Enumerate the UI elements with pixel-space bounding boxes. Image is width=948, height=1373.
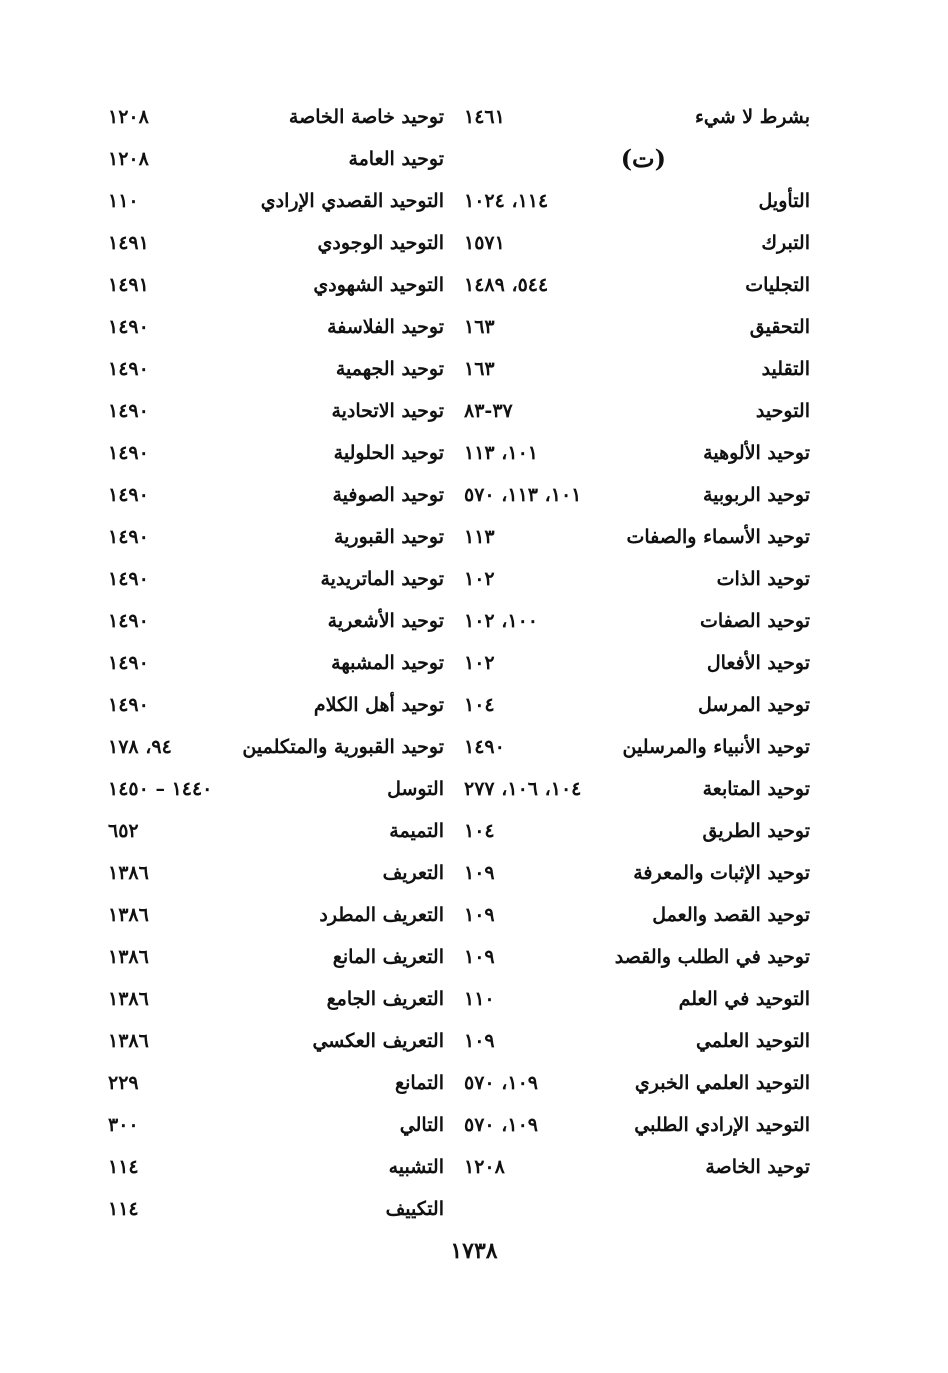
index-page-refs: ١٤٩٠	[108, 610, 149, 632]
index-term: توحيد القبورية	[333, 526, 444, 548]
index-page-refs: ١٣٨٦	[108, 1030, 149, 1052]
index-page-refs: ١٠١، ١١٣	[464, 442, 538, 464]
index-entry	[100, 772, 450, 814]
index-term: توحيد الذات	[716, 568, 810, 590]
index-term: التقليد	[761, 358, 810, 380]
index-term: التحقيق	[749, 316, 810, 338]
index-page-refs: ١٠٩	[464, 904, 495, 926]
index-term: التعريف العكسي	[312, 1030, 444, 1052]
index-entry	[100, 1192, 450, 1234]
index-entry	[100, 478, 450, 520]
index-page-refs: ١٣٨٦	[108, 862, 149, 884]
index-page-refs: ١٦٣	[464, 358, 495, 380]
index-entry	[460, 1066, 816, 1108]
index-page-refs: ٩٤، ١٧٨	[108, 736, 172, 758]
index-page-refs: ١٤٩٠	[108, 484, 149, 506]
index-page-refs: ٢٢٩	[108, 1072, 139, 1094]
index-entry	[460, 184, 816, 226]
index-entry	[460, 1150, 816, 1192]
index-term: التجليات	[745, 274, 810, 296]
index-page-refs: ١٢٠٨	[108, 148, 149, 170]
index-term: التوحيد الوجودي	[317, 232, 444, 254]
index-entry	[100, 268, 450, 310]
index-entry	[100, 562, 450, 604]
index-entry	[460, 310, 816, 352]
index-page-refs: ١١٤	[108, 1156, 139, 1178]
index-page-refs: ١٥٧١	[464, 232, 505, 254]
index-page-refs: ١٤٩١	[108, 274, 149, 296]
index-entry	[460, 478, 816, 520]
index-term: التالي	[399, 1114, 444, 1136]
index-term: التوحيد الشهودي	[313, 274, 444, 296]
index-term: توحيد المتابعة	[702, 778, 810, 800]
right-index-column	[460, 100, 816, 1192]
index-page-refs: ١٠٠، ١٠٢	[464, 610, 538, 632]
index-page-refs: ١٠٩	[464, 946, 495, 968]
index-entry	[460, 226, 816, 268]
index-page-refs: ١٤٩٠	[108, 316, 149, 338]
index-entry	[460, 730, 816, 772]
index-page-refs: ١٠٩	[464, 862, 495, 884]
index-entry	[460, 394, 816, 436]
index-term: توحيد في الطلب والقصد	[614, 946, 810, 968]
index-page-refs: ٥٤٤، ١٤٨٩	[464, 274, 549, 296]
index-term: توحيد الأنبياء والمرسلين	[622, 736, 810, 758]
index-page-refs: ١١٤	[108, 1198, 139, 1220]
section-heading: (ت)	[620, 144, 666, 173]
index-page-refs: ١١٣	[464, 526, 495, 548]
index-term: التميمة	[389, 820, 444, 842]
index-page-refs: ٣٧-٨٣	[464, 400, 513, 422]
index-entry	[100, 982, 450, 1024]
index-term: توحيد الفلاسفة	[327, 316, 444, 338]
index-entry	[100, 100, 450, 142]
index-page-refs: ١٤٩٠	[108, 568, 149, 590]
index-page-refs: ١٤٩٠	[108, 652, 149, 674]
index-page-refs: ١٣٨٦	[108, 904, 149, 926]
index-entry	[100, 1024, 450, 1066]
index-entry	[100, 646, 450, 688]
index-page-refs: ١٤٩٠	[108, 442, 149, 464]
index-page-refs: ١٤٩٠	[108, 694, 149, 716]
index-page-refs: ١٤٩٠	[464, 736, 505, 758]
index-term: التشبيه	[388, 1156, 444, 1178]
index-page-refs: ١٠٩، ٥٧٠	[464, 1114, 538, 1136]
index-page-refs: ١٦٣	[464, 316, 495, 338]
index-page-refs: ١٠٤، ١٠٦، ٢٧٧	[464, 778, 582, 800]
index-entry	[460, 352, 816, 394]
index-entry	[460, 646, 816, 688]
index-term: التعريف المانع	[332, 946, 444, 968]
section-heading-row	[460, 142, 816, 184]
index-entry	[100, 310, 450, 352]
index-page-refs: ١١٠	[464, 988, 495, 1010]
index-entry	[460, 856, 816, 898]
index-entry	[100, 940, 450, 982]
index-page-refs: ١٠٢	[464, 652, 495, 674]
index-page-refs: ١١٠	[108, 190, 139, 212]
index-entry	[100, 730, 450, 772]
index-term: التعريف الجامع	[326, 988, 444, 1010]
index-entry	[100, 898, 450, 940]
index-entry	[460, 1108, 816, 1150]
index-page-refs: ١٢٠٨	[464, 1156, 505, 1178]
index-entry	[100, 352, 450, 394]
index-term: توحيد الحلولية	[333, 442, 444, 464]
index-entry	[100, 604, 450, 646]
index-entry	[100, 1150, 450, 1192]
index-entry	[460, 562, 816, 604]
index-page-refs: ١٤٦١	[464, 106, 505, 128]
index-entry	[460, 982, 816, 1024]
index-page-refs: ١٢٠٨	[108, 106, 149, 128]
index-term: توحيد أهل الكلام	[313, 694, 444, 716]
index-term: التوسل	[387, 778, 444, 800]
index-page-refs: ١١٤، ١٠٢٤	[464, 190, 549, 212]
page-number: ١٧٣٨	[450, 1238, 498, 1264]
index-term: توحيد الإثبات والمعرفة	[633, 862, 810, 884]
index-term: توحيد المشبهة	[331, 652, 444, 674]
index-page-refs: ١٤٩٠	[108, 526, 149, 548]
index-term: توحيد خاصة الخاصة	[288, 106, 444, 128]
index-entry	[100, 688, 450, 730]
index-term: التوحيد العلمي الخبري	[634, 1072, 810, 1094]
index-page-refs: ١٠٩	[464, 1030, 495, 1052]
index-entry	[460, 1024, 816, 1066]
index-page-refs: ١٣٨٦	[108, 946, 149, 968]
index-page-refs: ١٤٩٠	[108, 400, 149, 422]
index-term: توحيد الاتحادية	[331, 400, 444, 422]
index-page-refs: ١٠٩، ٥٧٠	[464, 1072, 538, 1094]
index-page-refs: ١٤٩١	[108, 232, 149, 254]
index-term: التوحيد القصدي الإرادي	[260, 190, 444, 212]
index-term: توحيد الخاصة	[705, 1156, 810, 1178]
index-entry	[460, 604, 816, 646]
index-term: توحيد الصوفية	[332, 484, 444, 506]
index-entry	[100, 520, 450, 562]
index-entry	[100, 436, 450, 478]
index-term: توحيد العامة	[348, 148, 444, 170]
index-term: توحيد الصفات	[699, 610, 810, 632]
index-term: توحيد الربوبية	[702, 484, 810, 506]
index-term: توحيد الجهمية	[335, 358, 444, 380]
index-entry	[460, 268, 816, 310]
index-entry	[460, 814, 816, 856]
index-entry	[100, 814, 450, 856]
index-entry	[100, 1066, 450, 1108]
index-page-refs: ٣٠٠	[108, 1114, 139, 1136]
index-term: بشرط لا شيء	[694, 106, 810, 128]
index-term: توحيد الأشعرية	[327, 610, 444, 632]
index-term: توحيد الطريق	[702, 820, 810, 842]
index-entry	[100, 856, 450, 898]
index-page-refs: ١٠٢	[464, 568, 495, 590]
index-entry	[100, 1108, 450, 1150]
index-term: توحيد الأسماء والصفات	[626, 526, 810, 548]
index-term: التأويل	[758, 190, 810, 212]
index-entry	[460, 688, 816, 730]
index-term: توحيد الأفعال	[706, 652, 810, 674]
index-page-refs: ٦٥٢	[108, 820, 139, 842]
left-index-column	[100, 100, 450, 1234]
index-term: توحيد القصد والعمل	[652, 904, 810, 926]
index-entry	[460, 898, 816, 940]
index-page-refs: ١٠١، ١١٣، ٥٧٠	[464, 484, 582, 506]
index-page-refs: ١٤٩٠	[108, 358, 149, 380]
index-term: توحيد الماتريدية	[320, 568, 444, 590]
index-term: التوحيد الإرادي الطلبي	[634, 1114, 810, 1136]
index-entry	[460, 100, 816, 142]
index-term: التوحيد في العلم	[678, 988, 810, 1010]
index-entry	[100, 184, 450, 226]
index-entry	[100, 226, 450, 268]
index-page-refs: ١٠٤	[464, 694, 495, 716]
index-entry	[100, 394, 450, 436]
index-term: التبرك	[761, 232, 810, 254]
index-entry	[460, 772, 816, 814]
index-term: التعريف المطرد	[319, 904, 444, 926]
index-entry	[460, 436, 816, 478]
index-term: التعريف	[382, 862, 444, 884]
index-term: توحيد القبورية والمتكلمين	[242, 736, 444, 758]
index-term: التكييف	[385, 1198, 444, 1220]
index-term: توحيد المرسل	[697, 694, 810, 716]
index-entry	[460, 520, 816, 562]
index-page-refs: ١٤٤٠ – ١٤٥٠	[108, 778, 213, 800]
index-entry	[100, 142, 450, 184]
index-term: التوحيد العلمي	[695, 1030, 810, 1052]
index-term: التوحيد	[755, 400, 810, 422]
index-entry	[460, 940, 816, 982]
index-page-refs: ١٠٤	[464, 820, 495, 842]
index-page-refs: ١٣٨٦	[108, 988, 149, 1010]
index-term: توحيد الألوهية	[703, 442, 810, 464]
index-term: التمانع	[395, 1072, 444, 1094]
